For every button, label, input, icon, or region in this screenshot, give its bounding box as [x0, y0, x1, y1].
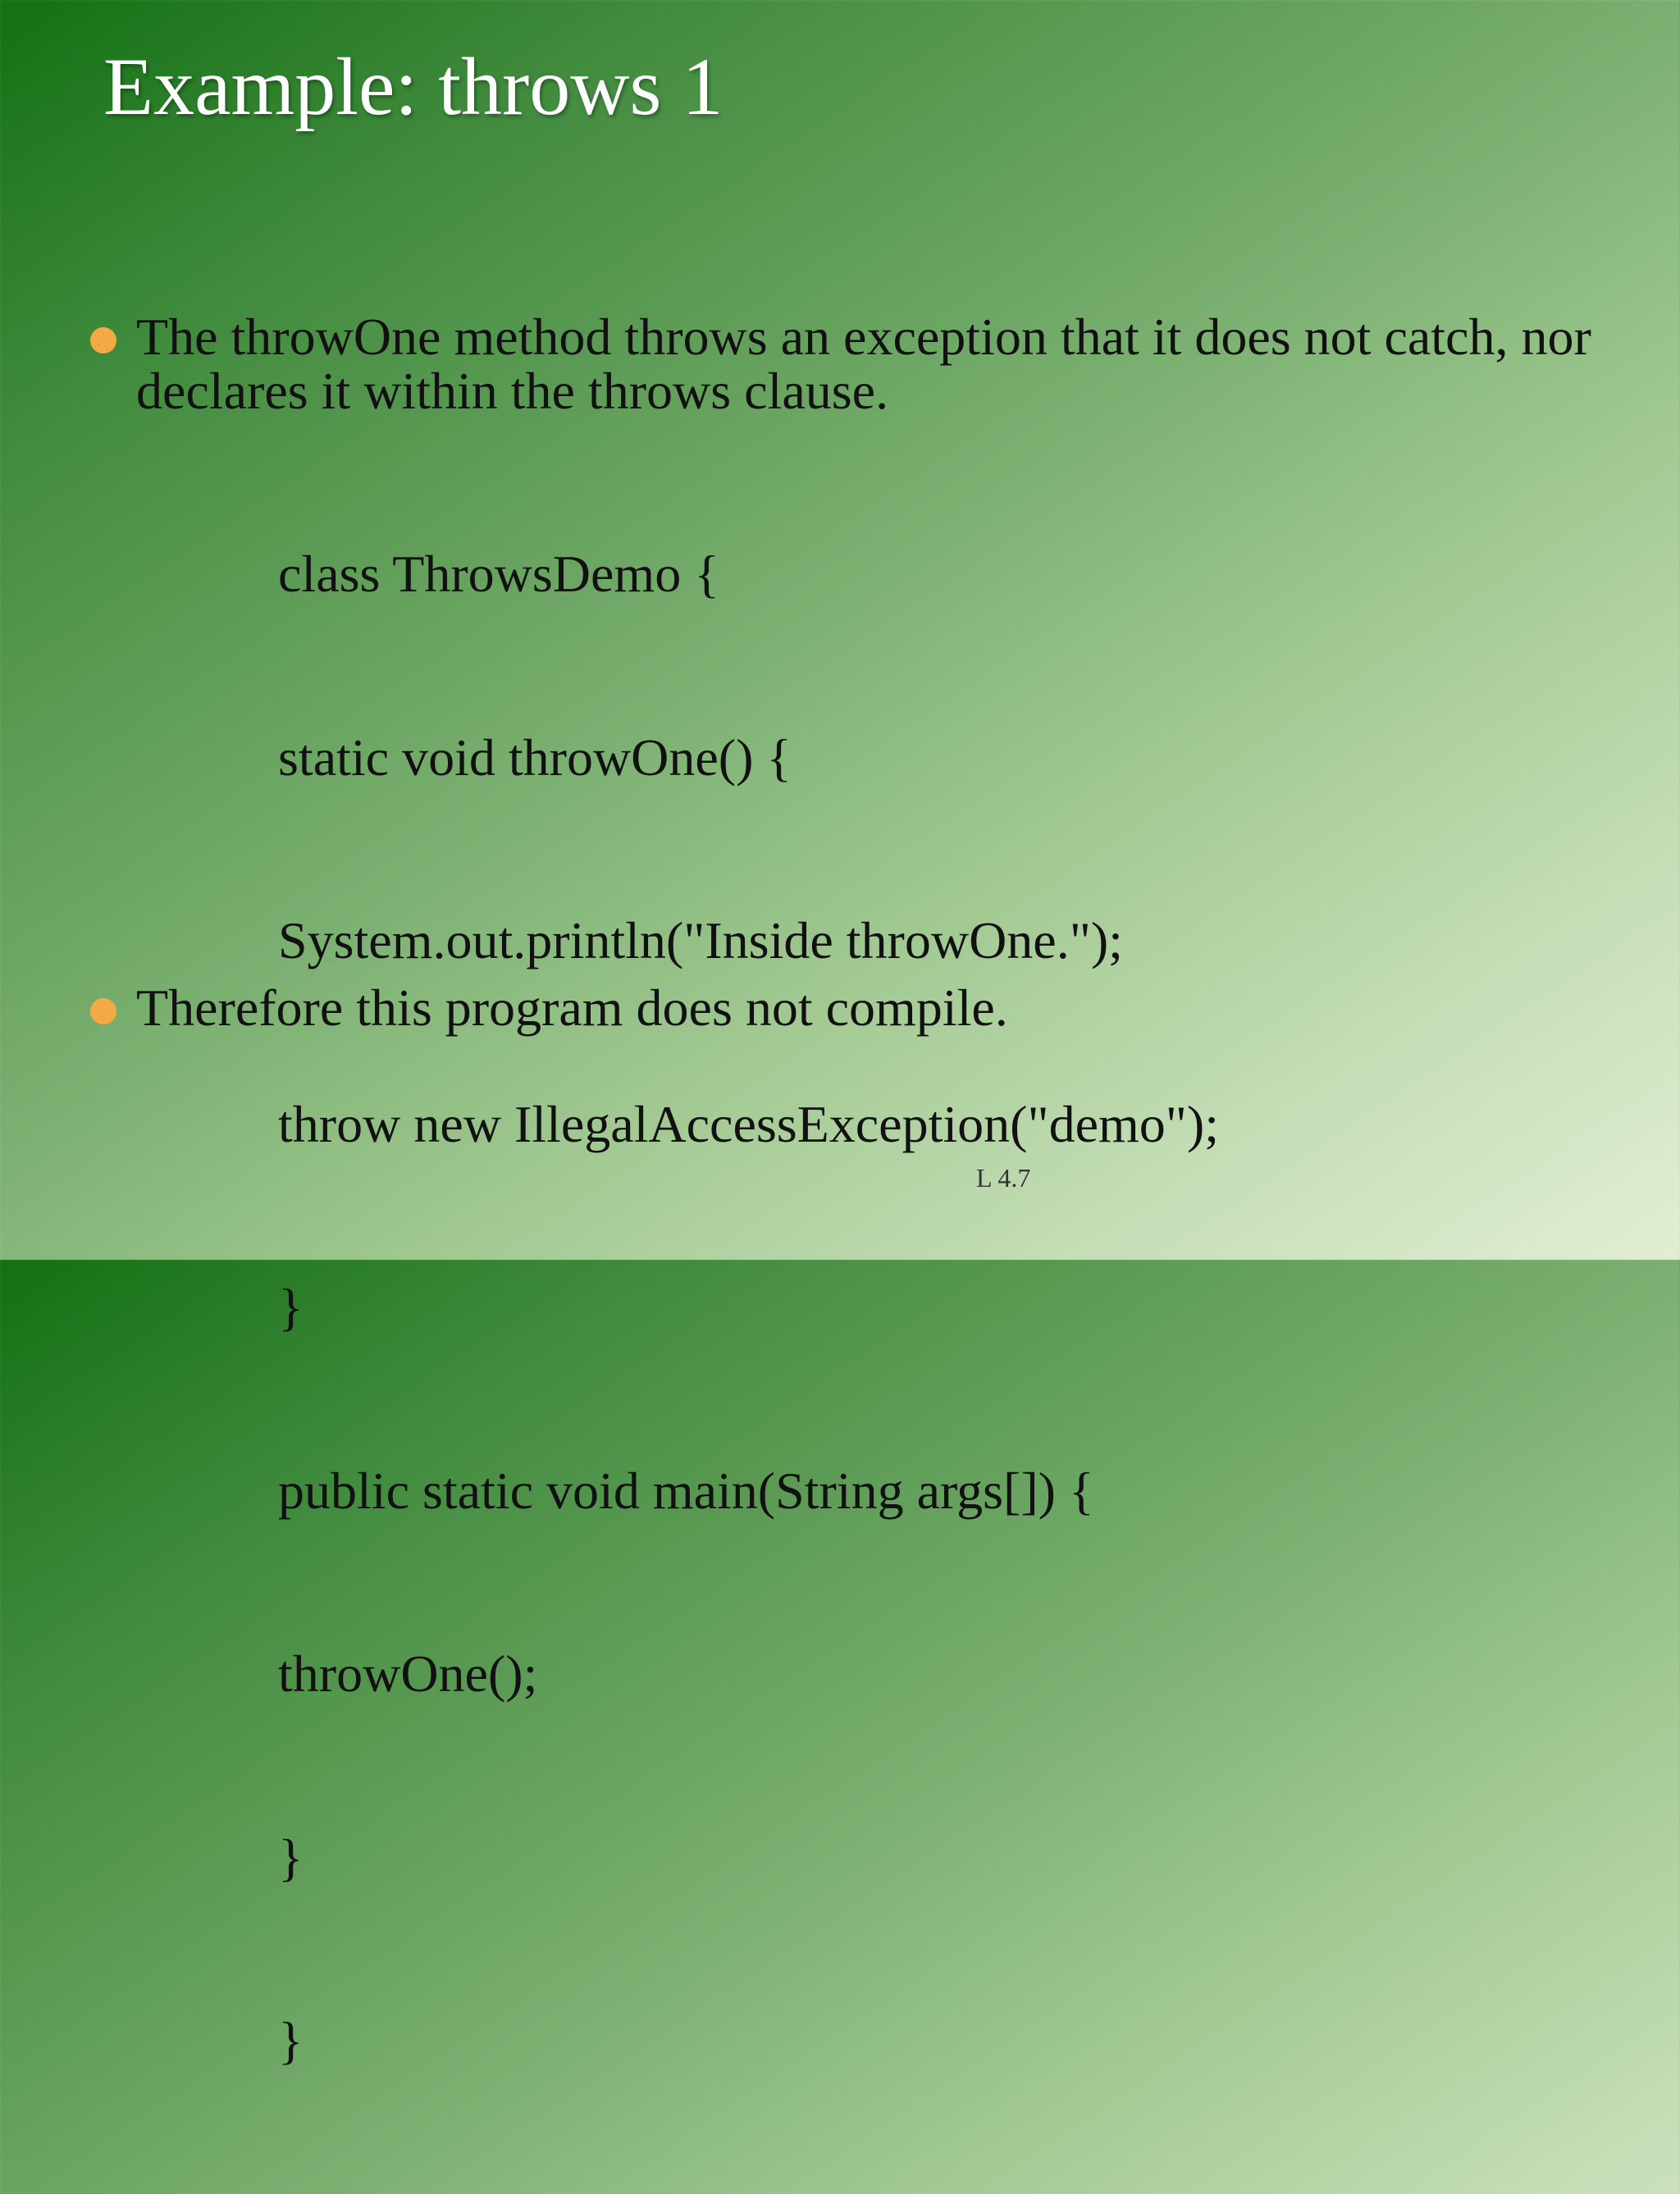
code-line: } [278, 2011, 304, 2069]
code-line: public static void main(String args[]) { [278, 1461, 1094, 1520]
code-line: System.out.println("Inside throwOne."); [278, 911, 1123, 969]
bullet-dot-icon [90, 998, 116, 1024]
code-line: static void throwOne() { [278, 728, 792, 787]
bullet-text: The throwOne method throws an exception that it does not catch, nor declares it within the throws clause. [136, 308, 1591, 420]
bullet-text: Therefore this program does not compile. [136, 978, 1008, 1037]
code-line: class ThrowsDemo { [278, 545, 719, 603]
code-line: } [278, 1827, 304, 1886]
slide-footer-label: L 4.7 [976, 1163, 1031, 1193]
code-line: } [278, 1278, 304, 1336]
code-line: throwOne(); [278, 1644, 538, 1703]
code-line: throw new IllegalAccessException("demo"); [278, 1094, 1219, 1153]
bullet-dot-icon [90, 327, 116, 354]
code-block [278, 422, 1219, 2194]
slide-title: Example: throws 1 [103, 41, 724, 132]
